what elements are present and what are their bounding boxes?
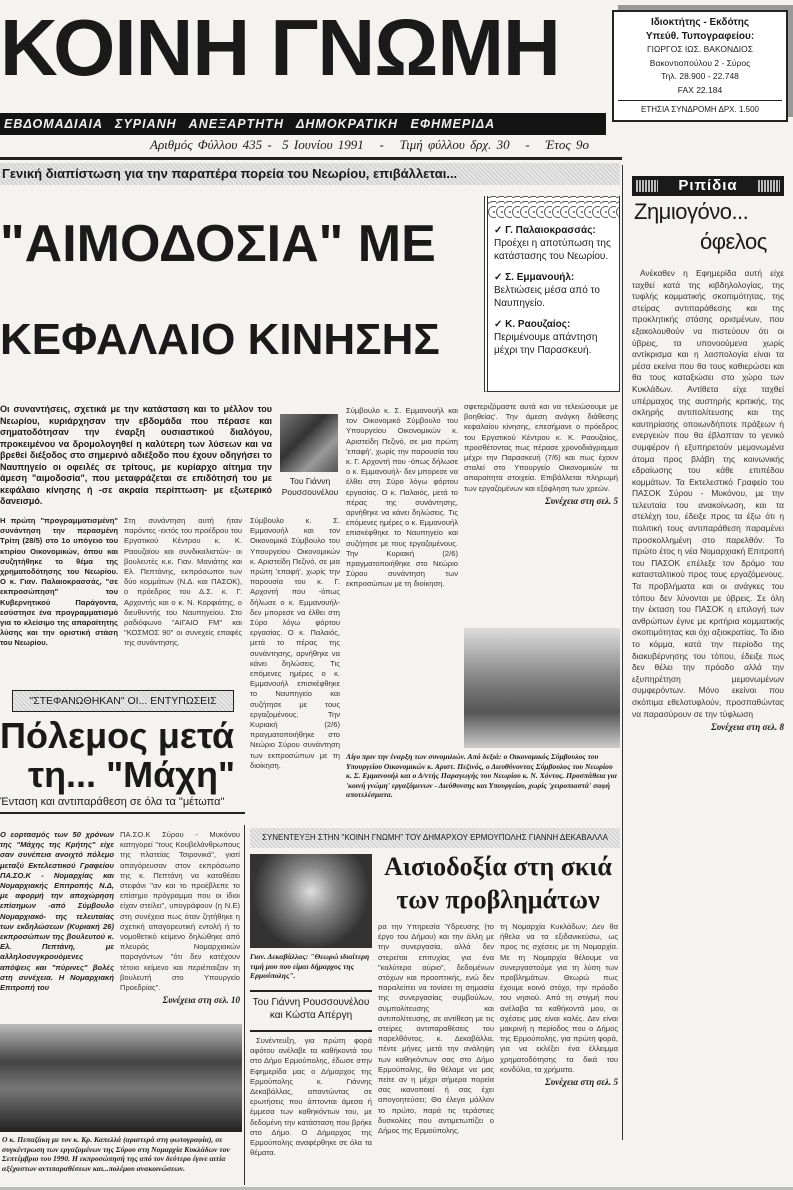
ripidia-body: Ανέκαθεν η Εφημερίδα αυτή είχε ταχθεί κατά της κιβδηλολογίας, της τυφλής κομματικής σκοπιμότητας, της στείρας αντιπαράθεσης και της προκλητικής στάσης ορισμένων, που εξακολουθούν να πιστεύουν ότι οι ύβρεις, τα υπονοούμενα χωρίς αντίκρισμα και η λασπολογία είναι τα μέσα εκείνα που θα τους καθιερώσει και θα τους καταξιώσει στο χώρο των Κυκλάδων. Αντίθετα είχε ταχθεί υπέρμαχος της αυστηρής κριτικής, της σκληρής αντιπολίτευσης και της καυτηρίασης οποιωνδήποτε πράξεων ή ενεργειών που θα έβλαπταν το γενικό συμφέρον ή εξυπηρετούν μεμονωμένα άτομα προς βλάβη της κοινωνικής εδραίωσης του κάθε επιπέδου κομμάτων. Τα Εκτελεστικό Γραφείο του ΠΑΣΟΚ Σύρου - Μυκόνου, με την τελευταία του ανακοίνωση, και τα στελέχη του, έδειξε προς τα έξω ότι η πολιτική τους αντιπαράθεση παραμένει προσκολλημένη στο παρελθόν. Το πρώτο έτος η νέα Νομαρχιακή Επιτροπή του ΠΑΣΟΚ επέλεξε τον δρόμο του κατασταλτικού προς τους εργαζόμενους. Τα προβλήματα και οι ανάγκες του τόπου δεν λύνονται με ύβρεις. Σε όλη την έκταση του ΠΑΣΟΚ η επιλογή των ανθρώπων έγινε με κριτήρια κομματικής σκοπιμότητας και όχι αξιοκρατίας. Το ίδιο το κόμμα, κατά την περίοδο της διακυβέρνησης του τόπου, έδειξε πως δεν θέλει την πρόοδο αλλά την εξυπηρέτηση μεμονωμένων συμφερόντων. Μόνο εκείνοι που σκόπιμα εθελοτυφλούν, προσπαθώντας να παρασύρουν σε την τύφλωση xyxy=(632,268,784,719)
interview-column-3-wrap xyxy=(500,922,618,1087)
author-photo xyxy=(280,414,338,472)
divider xyxy=(0,157,622,160)
lead-headline-1: "ΑΙΜΟΔΟΣΙΑ" ΜΕ xyxy=(0,215,436,273)
divider xyxy=(250,990,372,992)
interview-label: ΣΥΝΕΝΤΕΥΞΗ ΣΤΗΝ "ΚΟΙΝΗ ΓΝΩΜΗ" ΤΟΥ ΔΗΜΑΡΧΟΥ ΕΡΜΟΥΠΟΛΗΣ ΓΙΑΝΝΗ ΔΕΚΑΒΑΛΛΑ xyxy=(250,828,620,848)
interview-byline: Του Γιάννη Ρουσσουνέλου και Κώστα Απέργη xyxy=(252,997,370,1021)
interview-continued: Συνέχεια στη σελ. 5 xyxy=(545,1077,618,1088)
interview-column-2: ρα την Υπηρεσία Ύδρευσης (το έργο του Δήμου) και την άλλη με την συνεργασία, αλλά δεν στερείται επιτυχίας για ένα "καλύτερο αύριο", δεδομένων στόχων και προοπτικής, ενώ δεν παραλείπει να τονίσει τη σημασία της συνεργασίας συμβούλων, συμπολίτευσης και αντιπολίτευσης, σε αντίθεση με τις στείρες αντιπαραθέσεις του παρελθόντος. κ. Δεκαβάλλα, πέντε μήνες μετά την ανάληψη των καθηκόντων σας στο Δήμο Ερμούπολης, θα θέλαμε να μας πείτε αν η μέχρι σήμερα πορεία σας ικανοποιεί ή σας έχει απογοητεύσει; Θα έλεγα μάλλον το πρώτο, παρά τις τεράστιες δυσκολίες που αντιμετωπίζει ο Δήμος της Ερμούπολης. xyxy=(378,922,494,1136)
polemos-column-2-wrap xyxy=(120,830,240,1005)
column-divider xyxy=(244,825,245,1185)
ripidia-header: Ριπίδια xyxy=(632,176,784,196)
demonstration-photo xyxy=(0,1024,242,1132)
meeting-photo xyxy=(464,628,620,748)
lead-column-4-wrap xyxy=(464,402,618,506)
lead-kicker: Γενική διαπίστωση για την παραπέρα πορεία του Νεωρίου, επιβάλλεται... xyxy=(0,163,620,185)
mayor-photo-caption: Γιαν. Δεκαβάλλας: "Θεωρώ ιδιαίτερη τιμή μου που είμαι δήμαρχος της Ερμούπολης". xyxy=(250,952,370,980)
issue-line: Αριθμός Φύλλου 435 - 5 Ιουνίου 1991 - Τιμή φύλλου δρχ. 30 - Έτος 9ο xyxy=(150,137,589,152)
quotes-box xyxy=(484,196,620,392)
ripidia-continued: Συνέχεια στη σελ. 8 xyxy=(711,722,784,733)
ripidia-body-wrap xyxy=(632,268,784,732)
fax: FAX 22.184 xyxy=(677,84,723,95)
divider xyxy=(250,1030,372,1032)
lead-byline: Του Γιάννη Ρουσσουνέλου xyxy=(281,476,339,497)
polemos-label: "ΣΤΕΦΑΝΩΘΗΚΑΝ" ΟΙ... ΕΝΤΥΠΩΣΕΙΣ xyxy=(12,690,234,712)
meeting-photo-caption: Λίγο πριν την έναρξη των συνομιλιών. Από δεξιά: ο Οικονομικός Σύμβουλος του Υπουργείου Οικονομικών κ. Αριστ. Πεζινός, ο Διευθύνοντας Σύμβουλος του Νεωρίου κ. Σ. Εμμανουήλ και ο Δ/ντής Παραγωγής του Νεωρίου κ. Ν. Χόντος. Προσπάθεια για 'κοινή γνώμη' εργαζόμενων - Διεύθυνσης και Υπουργείου, χωρίς 'χειροπιαστά' σαφή αποτελέσματα. xyxy=(346,752,617,799)
lead-column-1: Η πρώτη "προγραμματισμένη" συνάντηση την περασμένη Τρίτη (28/5) στο 1ο υπόγειο του κτιρίου Οικονομικών, όπου και συζητήθηκε το θέμα της χρηματοδότησης του Νεωρίου. Ο κ. Γιαν. Παλαιοκρασσάς, "σε εκπροσώπηση" του Κυβερνητικού Παράγοντα, εσύστησε ένα προγραμματισμό για το κλείσιμο της απαραίτητης λύσης και την οριστική στάση του Νεωρίου. xyxy=(0,516,118,648)
interview-column-3: τη Νομαρχία Κυκλάδων; Δεν θα ήθελα να τα εξιδανικεύσω, ως προς τις σχέσεις με τη Νομαρχία. Με τη Νομαρχία θέλουμε να συνεργαστούμε για τη λύση των προβλημάτων. Θεωρώ πως έχουμε κοινό στόχο, την πρόοδο του νησιού. Από τη στιγμή που ανέλαβα τα καθήκοντά μου, οι σχέσεις μας είναι καλές. Δεν είναι μακρινή η περίοδος που ο Δήμος της Ερμούπολης, για πρώτη φορά, για να εκλέξει ένα έλλειμμα χρηματοδότησης τα δικά του κονδύλια, τα χρήματα. xyxy=(500,922,618,1074)
interview-column-1: Συνέντευξη, για πρώτη φορά αφότου ανέλαβε τα καθήκοντά του στο Δήμο Ερμούπολης, έδωσε στην Εφημερίδα μας ο Δήμαρχος της Ερμούπολης κ. Γιάννης Δεκαβάλλας, απαντώντας σε ερωτήσεις που άπτονται άμεσα ή έμμεσα των καθηκόντων του, με δεδομένη την κατάσταση που βρήκε στο Δήμο. Ο Δήμαρχος της Ερμούπολης αναφέρθηκε σε όλα τα θέματα. xyxy=(250,1036,372,1158)
masthead-title: ΚΟΙΝΗ ΓΝΩΜΗ xyxy=(0,3,560,92)
ripidia-title-1: Ζημιογόνο... xyxy=(634,199,749,224)
polemos-column-2: ΠΑ.ΣΟ.Κ Σύρου - Μυκόνου κατηγορεί "τους Κουβελάνθρωπους της πλατείας Τσιρονικά", γιατί απαγόρευσαν στον εκπρόσωπο της κ. Πεπτάνη να καταθέσει στεφάνι "αν και το προέβλεπε το επίσημο πρόγραμμα που οι ίδιοι είχαν στείλει", υπογράφουν (η Ν.Ε) στη συνέχεια πως όταν ζητήθηκε η σχετική απαγορευτική εντολή ή το νομοθετικό κείμενο δηλώθηκε από πλευράς Νομαρχιακών παραγόντων "ότι δεν κατέχουν τέτοιο κείμενο και περιέπαιξαν τη βουλευτή στο Υπουργείο Προεδρίας". xyxy=(120,830,240,993)
polemos-headline: Πόλεμος μετά τη... "Μάχη" xyxy=(0,715,236,795)
polemos-continued: Συνέχεια στη σελ. 10 xyxy=(162,995,240,1006)
quote-item: ✓ Σ. Εμμανουήλ: Βελτιώσεις μέσα από το Ναυπηγείο. xyxy=(494,272,600,309)
interview-headline: Αισιοδοξία στη σκιά των προβλημάτων xyxy=(384,852,612,914)
owner-name: ΓΙΩΡΓΟΣ ΙΩΣ. ΒΑΚΟΝΔΙΟΣ xyxy=(646,44,754,54)
ripidia-title-2: όφελος xyxy=(700,229,767,254)
lead-column-2: Στη συνάντηση αυτή ήταν παρόντες -εκτός του προέδρου του Εργατικού Κέντρου κ. Κ. Ραουζαίου και συνδικαλιστών- οι βουλευτές κ.κ. Γιαν. Μανιάτης και Ελ. Πεπτάνης, εκπρόσωποι των δύο κομμάτων (Ν.Δ. και ΠΑΣΟΚ), ο πρόεδρος του Δ.Σ. κ. Γ. Αρχοντής και ο κ. Ν. Κορφιάτης, ο διευθυντής του Ναυπηγείου. Στο ραδιόφωνο "ΑΙΓΑΙΟ FM" και "ΚΟΣΜΟΣ 90" οι συνεχείς επαφές της συνάντησης. xyxy=(124,516,242,648)
lead-column-3: Σύμβουλο κ. Σ. Εμμανουήλ και τον Οικονομικό Σύμβουλο του Υπουργείου Οικονομικών κ. Αριστείδη Πεζινό, σε μια πρώτη 'επαφή', χωρίς την παρουσία του κ. Γ. Αρχοντή που -όπως δήλωσε ο κ. Εμμανουήλ- δεν μπορεσε να έλθει στη Σύρο λόγω φόρτου εργασίας. Ο κ. Παλαιός, μετά το πέρας της συνάντησης, αρνήθηκε να κάνει δηλώσεις. Τις επόμενες ημέρες ο κ. Εμμανουήλ επισκέφθηκε το Ναυπηγείο και συζήτησε με τους εργαζομένους. Την Κυριακή (2/6) πραγματοποιήθηκε στο Νεώριο Σύρου συνάντηση των εκπροσώπων με τη διοίκηση. xyxy=(346,406,458,589)
quote-item: ✓ Κ. Ραουζαίος: Περιμένουμε απάντηση μέχρι την Παρασκευή. xyxy=(494,319,598,356)
quote-item: ✓ Γ. Παλαιοκρασσάς: Προέχει η αποτύπωση της κατάστασης του Νεωρίου. xyxy=(494,225,611,262)
phone: Τηλ. 28.900 - 22.748 xyxy=(661,71,739,81)
publisher-label: Ιδιοκτήτης - Εκδότης xyxy=(650,17,750,28)
polemos-subhead: Ένταση και αντιπαράθεση σε όλα τα "μέτωπα" xyxy=(0,796,245,814)
tagline-bar: ΕΒΔΟΜΑΔΙΑΙΑ ΣΥΡΙΑΝΗ ΑΝΕΞΑΡΤΗΤΗ ΔΗΜΟΚΡΑΤΙΚΗ ΕΦΗΜΕΡΙΔΑ xyxy=(0,113,606,135)
polemos-column-1: Ο εορτασμός των 50 χρόνων της "Μάχης της Κρήτης" είχε σαν συνέπεια ανοιχτό πόλεμο μεταξύ Εκτελεστικού Γραφείου ΠΑ.ΣΟ.Κ - Νομαρχίας και Νομαρχιακής Επιτροπής Ν.Δ, με αφορμή την αποχώρηση επίσημων -από Σύμβουλο Νομαρχιακό- της τελευταίας των εκδηλώσεων (Κυριακή 26) εκπροσώπων της βουλευτού κ. Ελ. Πεπτάνη, με αλληλοσυγκρουόμενες απόψεις και "πύρινες" βολές στη συνέχεια. Η Νομαρχιακή Επιτροπή του xyxy=(0,830,114,993)
lead-column-4: σφετεριζόμαστε αυτά και να τελειώσουμε με βοηθείας'. Την άμεση ανάγκη διάθεσης κεφαλαίου κίνησης, επεσήμανε ο πρόεδρος του Εργατικού Κέντρου κ. Κ. Ραουζαίος, προσθέτοντας πως πέρασε χρονοδιάγραμμα μέχρι την Παρασκευή (7/6) και πως έχουν σταλεί στο Υπουργείο Οικονομικών τα απαραίτητα στοιχεία. Επιβάλλεται πληρωμή των εργαζομένων και εξόφληση των χρεών. xyxy=(464,402,618,493)
address: Βακοντιοπούλου 2 - Σύρος xyxy=(649,57,751,68)
subscription: ΕΤΗΣΙΑ ΣΥΝΔΡΟΜΗ ΔΡΧ. 1.500 xyxy=(618,100,782,117)
demonstration-photo-caption: Ο κ. Πεπαζάκη με τον κ. Κρ. Καπελλά (αριστερά στη φωτογραφία), σε συγκέντρωση των εργαζομένων της Σύρου στη Νομαρχία Κυκλάδων τον Σεπτέμβριο του 1990. Η εκπροσώπησή της από τον δεύτερο έγινε αιτία αξέχαστων αντιπαραθέσεων και...πολέμου ανακοινώσεων. xyxy=(2,1135,230,1173)
mayor-photo xyxy=(250,854,372,948)
lead-headline-2: ΚΕΦΑΛΑΙΟ ΚΙΝΗΣΗΣ xyxy=(0,315,440,364)
zigzag-ornament xyxy=(488,196,619,218)
lead-continued: Συνέχεια στη σελ. 5 xyxy=(545,495,618,506)
publisher-info-box xyxy=(612,10,788,122)
lead-column-2b: Σύμβουλο κ. Σ. Εμμανουήλ και τον Οικονομικό Σύμβουλο του Υπουργείου Οικονομικών κ. Αριστείδη Πεζινό, σε μια πρώτη 'επαφή', χωρίς την παρουσία του κ. Γ. Αρχοντή που -όπως δήλωσε ο κ. Εμμανουήλ- δεν μπορεσε να έλθει στη Σύρο λόγω φόρτου εργασίας. Ο κ. Παλαιός, μετά το πέρας της συνάντησης, αρνήθηκε να κάνει δηλώσεις. Τις επόμενες ημέρες ο κ. Εμμανουήλ επισκέφθηκε το Ναυπηγείο και συζήτησε με τους εργαζομένους. Την Κυριακή (2/6) πραγματοποιήθηκε στο Νεώριο Σύρου συνάντηση των εκπροσώπων με τη διοίκηση. xyxy=(250,516,340,770)
printer-label: Υπεύθ. Τυπογραφείου: xyxy=(645,30,755,42)
lead-paragraph: Οι συναντήσεις, σχετικά με την κατάσταση και το μέλλον του Νεωρίου, κυριάρχησαν την εβδομάδα που πέρασε και σηματοδότησαν την έναρξη ουσιαστικού διαλόγου, προκειμένου να δρομολογηθεί η καλύτερη των λύσεων και να βρεθεί διέξοδος στο σημερινό αδιέξοδο που έχουν οδηγήσει το Ναυπηγείο οι οφειλές σε τρίτους, με κυρίαρχο αίτημα την άμεση "αιμοδοσία", που μεταφράζεται σε επιδότησή του με κεφάλαιο κίνησης ή -σε ακραία περίπτωση- με εξωτερικό δανεισμό. xyxy=(0,404,272,506)
